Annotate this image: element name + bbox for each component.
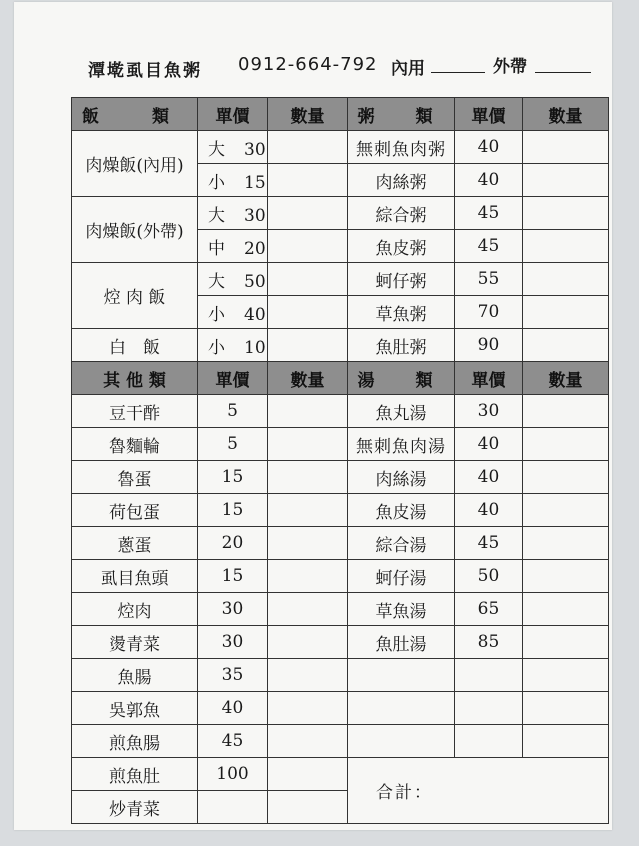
rice-item-name: 白 飯 (72, 329, 198, 362)
size-price: 小 15 (198, 164, 268, 197)
other-price: 30 (198, 593, 268, 626)
qty-header: 數量 (523, 98, 609, 131)
congee-item-name: 綜合粥 (348, 197, 455, 230)
section-header-row (72, 98, 609, 131)
congee-price: 40 (455, 131, 523, 164)
qty-cell[interactable] (523, 494, 609, 527)
shop-name: 潭墘虱目魚粥 (88, 61, 202, 81)
other-item-name: 煎魚肚 (72, 758, 198, 791)
other-item-name: 荷包蛋 (72, 494, 198, 527)
qty-cell[interactable] (268, 791, 348, 824)
other-item-name: 魚腸 (72, 659, 198, 692)
table-row (72, 428, 609, 461)
soup-price: 40 (455, 461, 523, 494)
table-row (72, 560, 609, 593)
other-item-name: 虱目魚頭 (72, 560, 198, 593)
soup-price: 85 (455, 626, 523, 659)
qty-cell[interactable] (523, 461, 609, 494)
table-row (72, 197, 609, 230)
qty-cell[interactable] (523, 725, 609, 758)
dine-in-blank[interactable] (431, 72, 485, 73)
blank-cell[interactable] (455, 725, 523, 758)
menu-table (71, 97, 609, 824)
other-item-name: 魯麵輪 (72, 428, 198, 461)
other-item-name: 蔥蛋 (72, 527, 198, 560)
other-price: 35 (198, 659, 268, 692)
qty-cell[interactable] (523, 131, 609, 164)
congee-price: 55 (455, 263, 523, 296)
qty-cell[interactable] (268, 230, 348, 263)
takeout-blank[interactable] (535, 72, 591, 73)
table-row (72, 395, 609, 428)
price-header: 單價 (455, 362, 523, 395)
qty-cell[interactable] (268, 164, 348, 197)
qty-cell[interactable] (268, 494, 348, 527)
size-price: 中 20 (198, 230, 268, 263)
table-row (72, 461, 609, 494)
congee-price: 40 (455, 164, 523, 197)
congee-item-name: 草魚粥 (348, 296, 455, 329)
qty-cell[interactable] (523, 659, 609, 692)
blank-cell[interactable] (348, 659, 455, 692)
congee-price: 45 (455, 230, 523, 263)
size-price: 大 30 (198, 197, 268, 230)
sheet-header (88, 52, 598, 82)
qty-cell[interactable] (268, 428, 348, 461)
other-price: 5 (198, 428, 268, 461)
congee-price: 90 (455, 329, 523, 362)
other-item-name: 豆干酢 (72, 395, 198, 428)
table-row (72, 659, 609, 692)
qty-cell[interactable] (523, 197, 609, 230)
congee-price: 45 (455, 197, 523, 230)
soup-item-name: 無刺魚肉湯 (348, 428, 455, 461)
table-row (72, 692, 609, 725)
size-price: 大 50 (198, 263, 268, 296)
soup-price: 65 (455, 593, 523, 626)
price-header: 單價 (198, 98, 268, 131)
rice-header: 飯 類 (72, 98, 198, 131)
rice-item-name: 肉燥飯(內用) (72, 131, 198, 197)
blank-cell[interactable] (348, 692, 455, 725)
soup-item-name: 肉絲湯 (348, 461, 455, 494)
rice-item-name: 焢 肉 飯 (72, 263, 198, 329)
qty-cell[interactable] (268, 461, 348, 494)
other-price: 30 (198, 626, 268, 659)
other-price: 100 (198, 758, 268, 791)
qty-cell[interactable] (268, 593, 348, 626)
congee-item-name: 無刺魚肉粥 (348, 131, 455, 164)
table-row (72, 494, 609, 527)
size-price: 大 30 (198, 131, 268, 164)
soup-price: 30 (455, 395, 523, 428)
other-item-name: 焢肉 (72, 593, 198, 626)
qty-cell[interactable] (268, 560, 348, 593)
congee-price: 70 (455, 296, 523, 329)
qty-header: 數量 (523, 362, 609, 395)
table-row (72, 263, 609, 296)
qty-cell[interactable] (523, 560, 609, 593)
table-row (72, 329, 609, 362)
other-price: 20 (198, 527, 268, 560)
congee-item-name: 魚肚粥 (348, 329, 455, 362)
section-header-row (72, 362, 609, 395)
soup-item-name: 魚丸湯 (348, 395, 455, 428)
size-price: 小 40 (198, 296, 268, 329)
congee-header: 粥 類 (348, 98, 455, 131)
other-item-name: 炒青菜 (72, 791, 198, 824)
table-row (72, 527, 609, 560)
takeout-label: 外帶 (493, 57, 527, 77)
qty-cell[interactable] (523, 230, 609, 263)
qty-cell[interactable] (268, 626, 348, 659)
other-price (198, 791, 268, 824)
soup-item-name: 草魚湯 (348, 593, 455, 626)
rice-item-name: 肉燥飯(外帶) (72, 197, 198, 263)
qty-cell[interactable] (523, 527, 609, 560)
qty-cell[interactable] (523, 626, 609, 659)
other-price: 15 (198, 494, 268, 527)
blank-cell[interactable] (455, 659, 523, 692)
qty-cell[interactable] (523, 164, 609, 197)
price-header: 單價 (198, 362, 268, 395)
qty-cell[interactable] (268, 296, 348, 329)
other-price: 40 (198, 692, 268, 725)
dine-in-label: 內用 (391, 59, 425, 79)
other-price: 45 (198, 725, 268, 758)
other-item-name: 煎魚腸 (72, 725, 198, 758)
table-row (72, 626, 609, 659)
qty-cell[interactable] (268, 692, 348, 725)
qty-cell[interactable] (523, 395, 609, 428)
other-price: 5 (198, 395, 268, 428)
soup-price: 40 (455, 494, 523, 527)
qty-cell[interactable] (523, 329, 609, 362)
qty-cell[interactable] (268, 659, 348, 692)
qty-cell[interactable] (268, 329, 348, 362)
congee-item-name: 肉絲粥 (348, 164, 455, 197)
soup-item-name: 蚵仔湯 (348, 560, 455, 593)
table-row (72, 131, 609, 164)
table-row (72, 758, 609, 791)
soup-price: 50 (455, 560, 523, 593)
other-header: 其 他 類 (72, 362, 198, 395)
soup-item-name: 魚皮湯 (348, 494, 455, 527)
qty-cell[interactable] (268, 527, 348, 560)
qty-header: 數量 (268, 362, 348, 395)
qty-cell[interactable] (523, 428, 609, 461)
other-price: 15 (198, 461, 268, 494)
total-label[interactable]: 合計： (348, 758, 609, 824)
qty-cell[interactable] (268, 197, 348, 230)
table-row (72, 725, 609, 758)
soup-item-name: 綜合湯 (348, 527, 455, 560)
qty-cell[interactable] (523, 263, 609, 296)
phone-number: 0912-664-792 (238, 54, 378, 75)
size-price: 小 10 (198, 329, 268, 362)
other-item-name: 魯蛋 (72, 461, 198, 494)
soup-price: 40 (455, 428, 523, 461)
blank-cell[interactable] (348, 725, 455, 758)
congee-item-name: 魚皮粥 (348, 230, 455, 263)
qty-cell[interactable] (268, 263, 348, 296)
qty-cell[interactable] (268, 725, 348, 758)
other-item-name: 吳郭魚 (72, 692, 198, 725)
qty-cell[interactable] (268, 131, 348, 164)
blank-cell[interactable] (455, 692, 523, 725)
soup-price: 45 (455, 527, 523, 560)
price-header: 單價 (455, 98, 523, 131)
qty-header: 數量 (268, 98, 348, 131)
table-row (72, 593, 609, 626)
qty-cell[interactable] (268, 395, 348, 428)
other-item-name: 燙青菜 (72, 626, 198, 659)
other-price: 15 (198, 560, 268, 593)
qty-cell[interactable] (268, 758, 348, 791)
qty-cell[interactable] (523, 692, 609, 725)
qty-cell[interactable] (523, 593, 609, 626)
qty-cell[interactable] (523, 296, 609, 329)
congee-item-name: 蚵仔粥 (348, 263, 455, 296)
soup-item-name: 魚肚湯 (348, 626, 455, 659)
soup-header: 湯 類 (348, 362, 455, 395)
